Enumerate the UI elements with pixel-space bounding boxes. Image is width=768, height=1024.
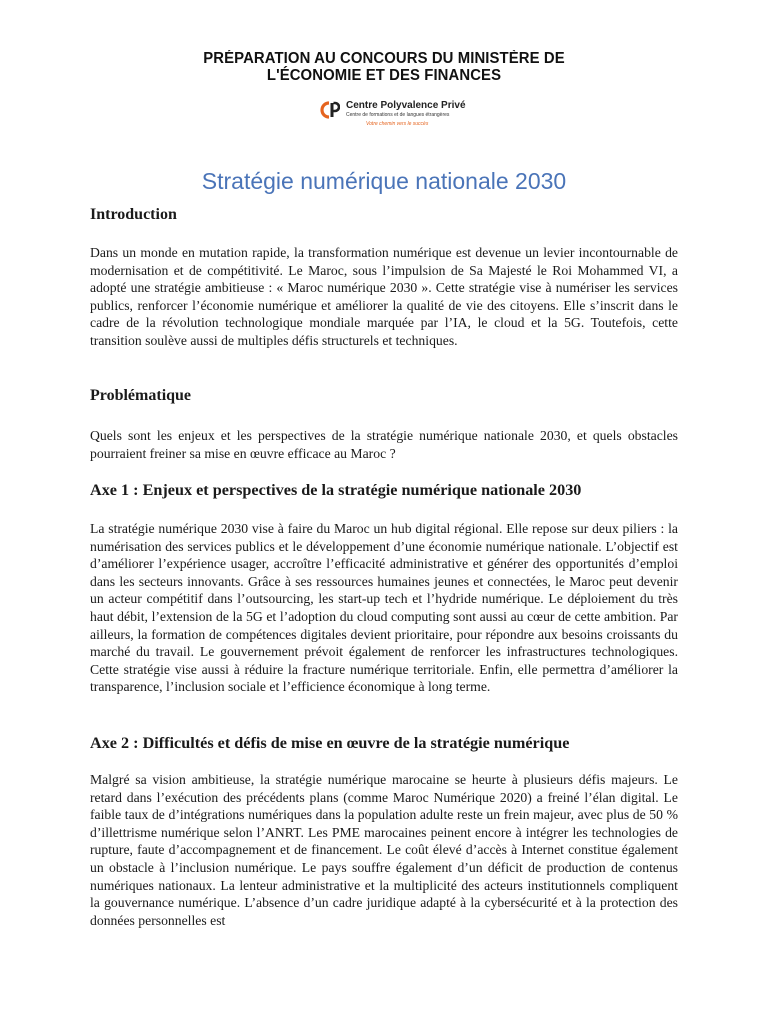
axe2-heading: Axe 2 : Difficultés et défis de mise en œuvre de la stratégie numérique — [90, 734, 570, 752]
axe1-heading: Axe 1 : Enjeux et perspectives de la stratégie numérique nationale 2030 — [90, 481, 582, 499]
centre-logo — [320, 100, 480, 132]
logo-subtitle: Centre de formations et de langues étrangères — [346, 112, 450, 118]
introduction-heading: Introduction — [90, 206, 177, 223]
logo-mark-icon — [320, 100, 340, 120]
axe1-paragraph: La stratégie numérique 2030 vise à faire du Maroc un hub digital régional. Elle repose sur deux piliers : la numérisation des services publics et le développement d’une économie numérique nationale. L’objectif est d’améliorer l’expérience usager, accroître l’efficacité administrative et générer des opportunités d’emploi dans les secteurs innovants. Grâce à ses ressources humaines jeunes et connectées, le Maroc peut devenir un acteur compétitif dans l’outsourcing, les start-up tech et l’hydride numérique. Le déploiement du très haut débit, l’extension de la 5G et l’adoption du cloud computing sont aussi au cœur de cette ambition. Par ailleurs, la formation de compétences digitales devient prioritaire, pour répondre aux besoins croissants du marché du travail. Le gouvernement prévoit également de renforcer les infrastructures technologiques. Cette stratégie vise aussi à réduire la fracture numérique territoriale. Enfin, elle permettra d’améliorer la transparence, l’inclusion sociale et l’efficience économique à long terme. — [90, 521, 678, 695]
logo-name: Centre Polyvalence Privé — [346, 100, 466, 111]
document-title: Stratégie numérique nationale 2030 — [201, 168, 567, 195]
problematique-paragraph: Quels sont les enjeux et les perspectives de la stratégie numérique nationale 2030, et quels obstacles pourraient freiner sa mise en œuvre efficace au Maroc ? — [90, 428, 678, 461]
problematique-heading: Problématique — [90, 387, 192, 404]
introduction-paragraph: Dans un monde en mutation rapide, la transformation numérique est devenue un levier incontournable de modernisation et de compétitivité. Le Maroc, sous l’impulsion de Sa Majesté le Roi Mohammed VI, a adopté une stratégie ambitieuse : « Maroc numérique 2030 ». Cette stratégie vise à numériser les services publics, renforcer l’économie numérique et améliorer la qualité de vie des citoyens. Elle s’inscrit dans le cadre de la révolution technologique mondiale marquée par l’IA, le cloud et la 5G. Toutefois, cette transition soulève aussi de multiples défis structurels et techniques. — [90, 245, 678, 348]
header-title — [15, 50, 752, 84]
header-title-line-1: PRÉPARATION AU CONCOURS DU MINISTÈRE DE — [203, 50, 565, 67]
axe2-paragraph: Malgré sa vision ambitieuse, la stratégie numérique marocaine se heurte à plusieurs défis majeurs. Le retard dans l’exécution des précédents plans (comme Maroc Numérique 2020) a freiné l’élan digital. Le faible taux de d’intégrations numériques dans la population adulte reste un frein majeur, avec plus de 50 % d’illettrisme numérique selon l’ANRT. Les PME marocaines peinent encore à intégrer les technologies de rupture, faute d’accompagnement et de financement. Le coût élevé d’accès à Internet constitue également un obstacle à l’inclusion numérique. Le pays souffre également d’un déficit de production de contenus numériques nationaux. La lenteur administrative et la multiplicité des acteurs institutionnels compliquent la gouvernance numérique. L’absence d’un cadre juridique adapté à la cybersécurité et à la protection des données personnelles est — [90, 772, 678, 928]
header-title-line-2: L'ÉCONOMIE ET DES FINANCES — [266, 67, 502, 84]
logo-tagline: Votre chemin vers le succès — [366, 121, 429, 127]
